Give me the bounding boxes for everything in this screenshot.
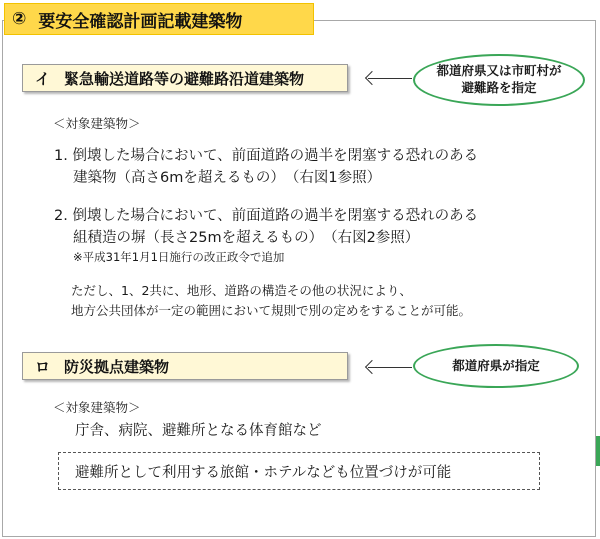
section-i-mark: イ — [35, 69, 51, 88]
proviso-line-1: ただし、1、2共に、地形、道路の構造その他の状況により、 — [71, 283, 412, 298]
page-title — [4, 3, 314, 35]
target-list-ro: 庁舎、病院、避難所となる体育館など — [75, 423, 322, 439]
title-number: ② — [12, 9, 27, 29]
callout-ro-text: 都道府県が指定 — [452, 357, 540, 373]
arrow-left-icon — [368, 78, 412, 79]
section-ro-heading — [22, 352, 348, 380]
proviso-line-2: 地方公共団体が一定の範囲において規則で別の定めをすることが可能。 — [71, 303, 472, 318]
callout-i-line2: 避難路を指定 — [461, 80, 537, 95]
target-label-i: ＜対象建築物＞ — [53, 116, 141, 131]
target-label-ro: ＜対象建築物＞ — [53, 400, 141, 415]
arrow-left-icon — [368, 367, 412, 368]
dashed-note-box — [58, 452, 540, 490]
section-ro-mark: ロ — [35, 357, 51, 376]
item-1-line-2: 建築物（高さ6mを超えるもの） （右図1参照） — [73, 170, 382, 186]
edge-marker — [596, 436, 600, 466]
section-i-heading — [22, 64, 348, 92]
item-1-line-1: 1. 倒壊した場合において、前面道路の過半を閉塞する恐れのある — [54, 148, 479, 164]
item-2-line-1: 2. 倒壊した場合において、前面道路の過半を閉塞する恐れのある — [54, 208, 479, 224]
item-2-line-2: 組積造の塀（長さ25mを超えるもの） （右図2参照） — [73, 230, 420, 246]
title-text: 要安全確認計画記載建築物 — [38, 11, 243, 32]
callout-oval-i — [413, 54, 585, 106]
amendment-note: ※平成31年1月1日施行の改正政令で追加 — [73, 250, 285, 264]
dashed-note-text: 避難所として利用する旅館・ホテルなども位置づけが可能 — [75, 464, 452, 481]
callout-oval-ro — [413, 344, 579, 388]
section-ro-title: 防災拠点建築物 — [64, 357, 170, 376]
section-i-title: 緊急輸送道路等の避難路沿道建築物 — [64, 69, 305, 88]
callout-i-line1: 都道府県又は市町村が — [436, 63, 562, 79]
